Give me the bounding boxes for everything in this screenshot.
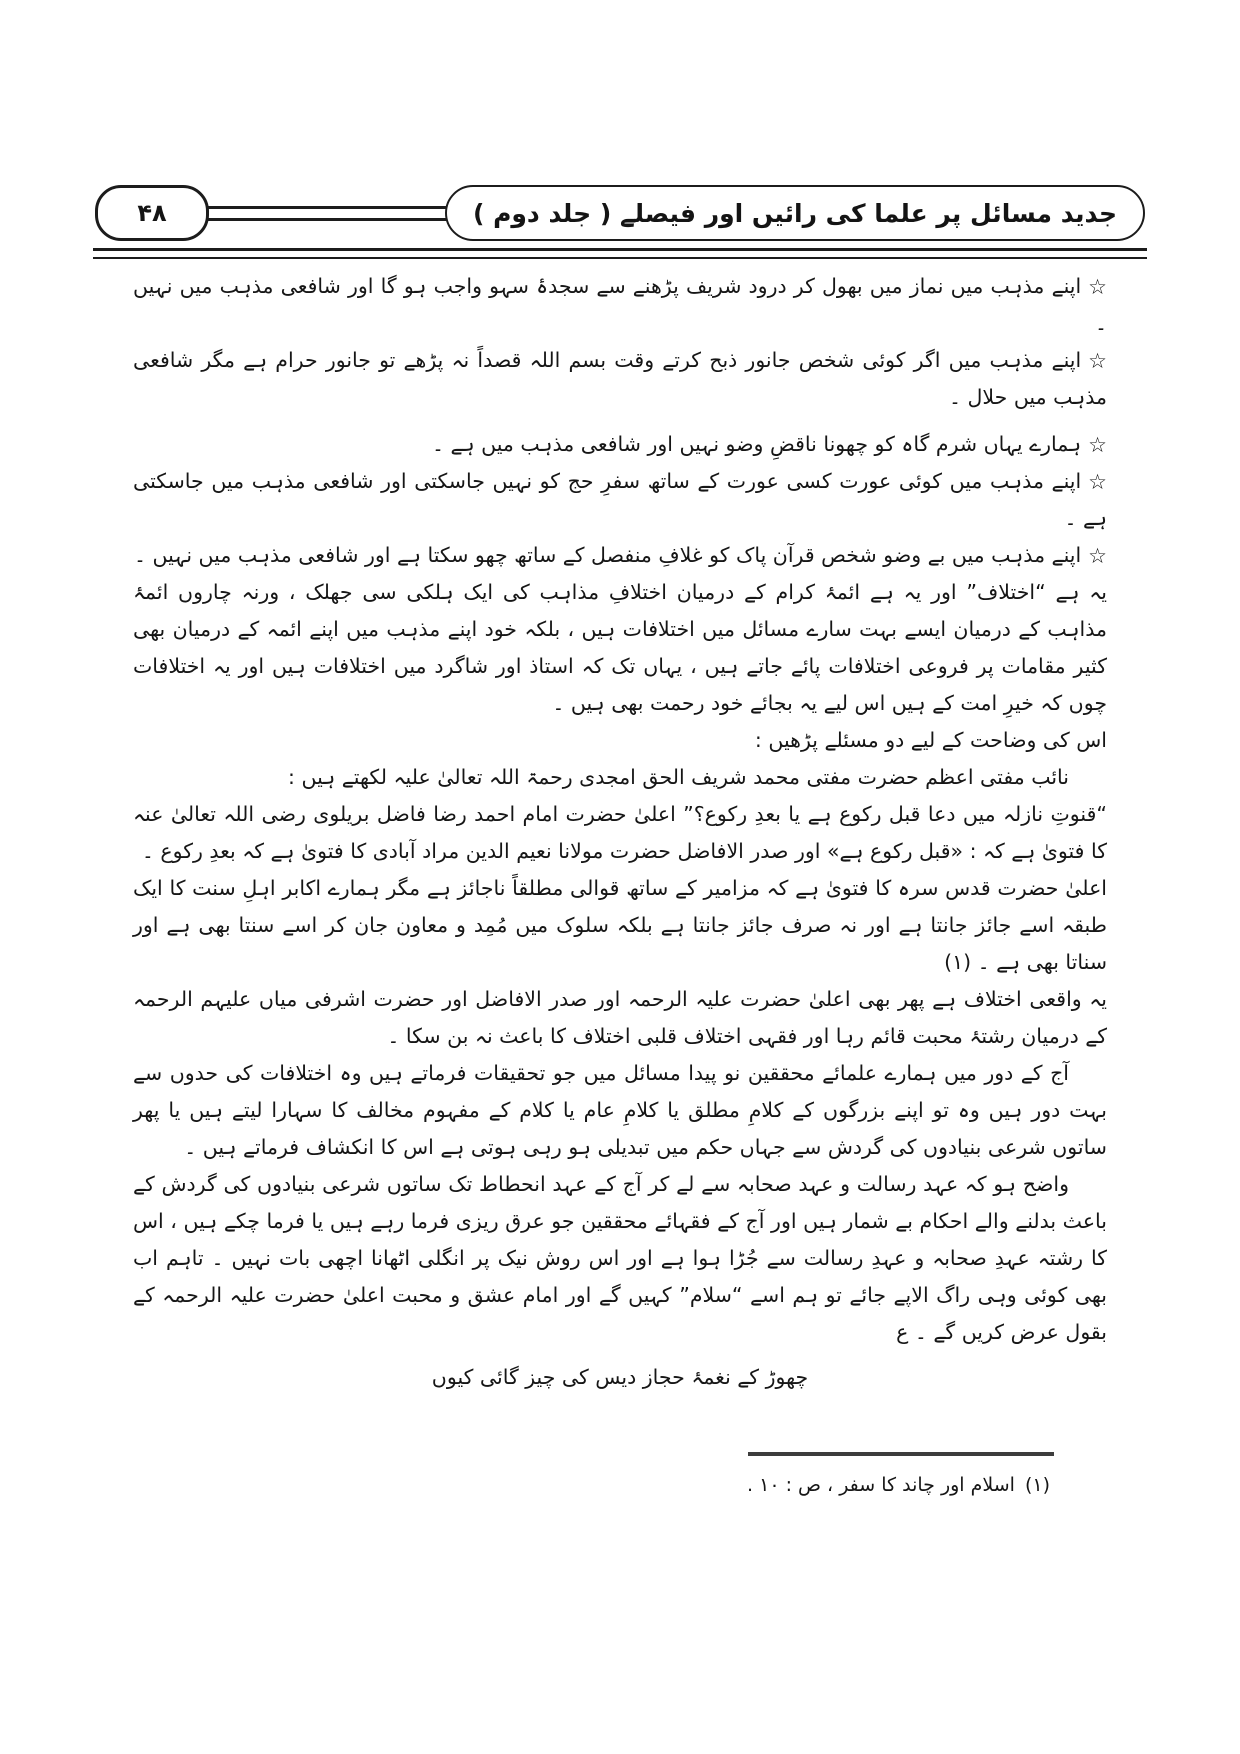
footnote-marker: (۱) — [1024, 1474, 1050, 1496]
page-body — [133, 268, 1107, 1397]
page-number-badge — [95, 185, 209, 241]
paragraph: نائب مفتی اعظم حضرت مفتی محمد شریف الحق امجدی رحمۃ اللہ تعالیٰ علیہ لکھتے ہیں : — [288, 765, 1069, 789]
bullet-text: اپنے مذہب میں نماز میں بھول کر درود شریف پڑھنے سے سجدۂ سہو واجب ہو گا اور شافعی مذہب میں نہیں ۔ — [133, 274, 1107, 335]
footnote-divider-rule — [748, 1452, 1054, 1456]
star-bullet-icon: ☆ — [1088, 544, 1107, 568]
paragraph: یہ واقعی اختلاف ہے پھر بھی اعلیٰ حضرت علیہ الرحمہ اور صدر الافاضل اور حضرت اشرفی میاں علیہم الرحمہ کے درمیان رشتۂ محبت قائم رہا اور فقہی اختلاف قلبی اختلاف کا باعث نہ بن سکا ۔ — [133, 987, 1107, 1048]
paragraph: “قنوتِ نازلہ میں دعا قبل رکوع ہے یا بعدِ رکوع؟” اعلیٰ حضرت امام احمد رضا فاضل بریلوی رضی اللہ تعالیٰ عنہ کا فتویٰ ہے کہ : «قبل رکوع ہے» اور صدر الافاضل حضرت مولانا نعیم الدین مراد آبادی کا فتویٰ ہے کہ بعدِ رکوع ۔ — [133, 802, 1107, 863]
star-bullet-icon: ☆ — [1088, 470, 1107, 494]
paragraph: آج کے دور میں ہمارے علمائے محققین نو پیدا مسائل میں جو تحقیقات فرماتے ہیں وہ اختلافات کی حدوں سے بہت دور ہیں وہ تو اپنے بزرگوں کے کلامِ مطلق یا کلامِ عام یا کلام کے مفہوم مخالف کا سہارا لیتے ہیں یا پھر ساتوں شرعی بنیادوں کی گردش سے جہاں حکم میں تبدیلی ہو رہی ہوتی ہے اس کا انکشاف فرماتے ہیں ۔ — [133, 1061, 1107, 1159]
book-title: جدید مسائل پر علما کی رائیں اور فیصلے ( جلد دوم ) — [472, 198, 1117, 228]
bullet-text: اپنے مذہب میں اگر کوئی شخص جانور ذبح کرتے وقت بسم اللہ قصداً نہ پڑھے تو جانور حرام ہے مگر شافعی مذہب میں حلال ۔ — [133, 348, 1107, 409]
paragraph: واضح ہو کہ عہد رسالت و عہد صحابہ سے لے کر آج کے عہد انحطاط تک ساتوں شرعی بنیادوں کی گردش کے باعث بدلنے والے احکام بے شمار ہیں اور آج کے فقہائے محققین جو عرق ریزی فرما رہے ہیں یا فرما چکے ہیں ، اس کا رشتہ عہدِ صحابہ و عہدِ رسالت سے جُڑا ہوا ہے اور اس روش نیک پر انگلی اٹھانا اچھی بات نہیں ۔ تاہم اب بھی کوئی وہی راگ الاپے جائے تو ہم اسے “سلام” کہیں گے اور امام عشق و محبت اعلیٰ حضرت علیہ الرحمہ کے بقول عرض کریں گے ۔ ع — [133, 1172, 1107, 1344]
bullet-item — [133, 463, 1107, 537]
star-bullet-icon: ☆ — [1088, 433, 1107, 457]
bullet-item — [133, 426, 1107, 463]
star-bullet-icon: ☆ — [1088, 275, 1107, 299]
verse-line: چھوڑ کے نغمۂ حجاز دیس کی چیز گائی کیوں — [431, 1365, 809, 1389]
bullet-text: ہمارے یہاں شرم گاہ کو چھونا ناقضِ وضو نہیں اور شافعی مذہب میں ہے ۔ — [432, 432, 1082, 456]
paragraph: یہ ہے “اختلاف” اور یہ ہے ائمۂ کرام کے درمیان اختلافِ مذاہب کی ایک ہلکی سی جھلک ، ورنہ چاروں ائمۂ مذاہب کے درمیان ایسے بہت سارے مسائل میں اختلافات ہیں ، بلکہ خود اپنے مذہب میں اپنے ائمہ کے درمیان بھی کثیر مقامات پر فروعی اختلافات پائے جاتے ہیں ، یہاں تک کہ استاذ اور شاگرد میں اختلافات ہیں اور یہ اختلافات چوں کہ خیرِ امت کے ہیں اس لیے یہ بجائے خود رحمت بھی ہیں ۔ — [133, 580, 1107, 715]
page-header — [95, 186, 1145, 240]
footnote — [140, 1468, 1050, 1502]
bullet-text: اپنے مذہب میں بے وضو شخص قرآن پاک کو غلافِ منفصل کے ساتھ چھو سکتا ہے اور شافعی مذہب میں نہیں ۔ — [133, 543, 1082, 567]
page-number: ۴۸ — [137, 199, 167, 227]
header-connector-rule — [205, 206, 449, 221]
paragraph: اعلیٰ حضرت قدس سرہ کا فتویٰ ہے کہ مزامیر کے ساتھ قوالی مطلقاً ناجائز ہے مگر ہمارے اکابر اہلِ سنت کا ایک طبقہ اسے جائز جانتا ہے اور نہ صرف جائز جانتا ہے بلکہ سلوک میں مُمِد و معاون جان کر اسے سنتا بھی ہے اور سناتا بھی ہے ۔ (۱) — [133, 876, 1107, 974]
footnote-text: اسلام اور چاند کا سفر ، ص : ۱۰ . — [747, 1474, 1015, 1496]
star-bullet-icon: ☆ — [1088, 349, 1107, 373]
header-divider-rule — [93, 248, 1147, 259]
bullet-text: اپنے مذہب میں کوئی عورت کسی عورت کے ساتھ سفرِ حج کو نہیں جاسکتی اور شافعی مذہب میں جاسکتی ہے ۔ — [133, 469, 1107, 530]
bullet-item — [133, 268, 1107, 342]
bullet-item — [133, 537, 1107, 574]
bullet-item — [133, 342, 1107, 416]
paragraph: اس کی وضاحت کے لیے دو مسئلے پڑھیں : — [754, 728, 1107, 752]
header-title-cartouche — [445, 185, 1145, 241]
